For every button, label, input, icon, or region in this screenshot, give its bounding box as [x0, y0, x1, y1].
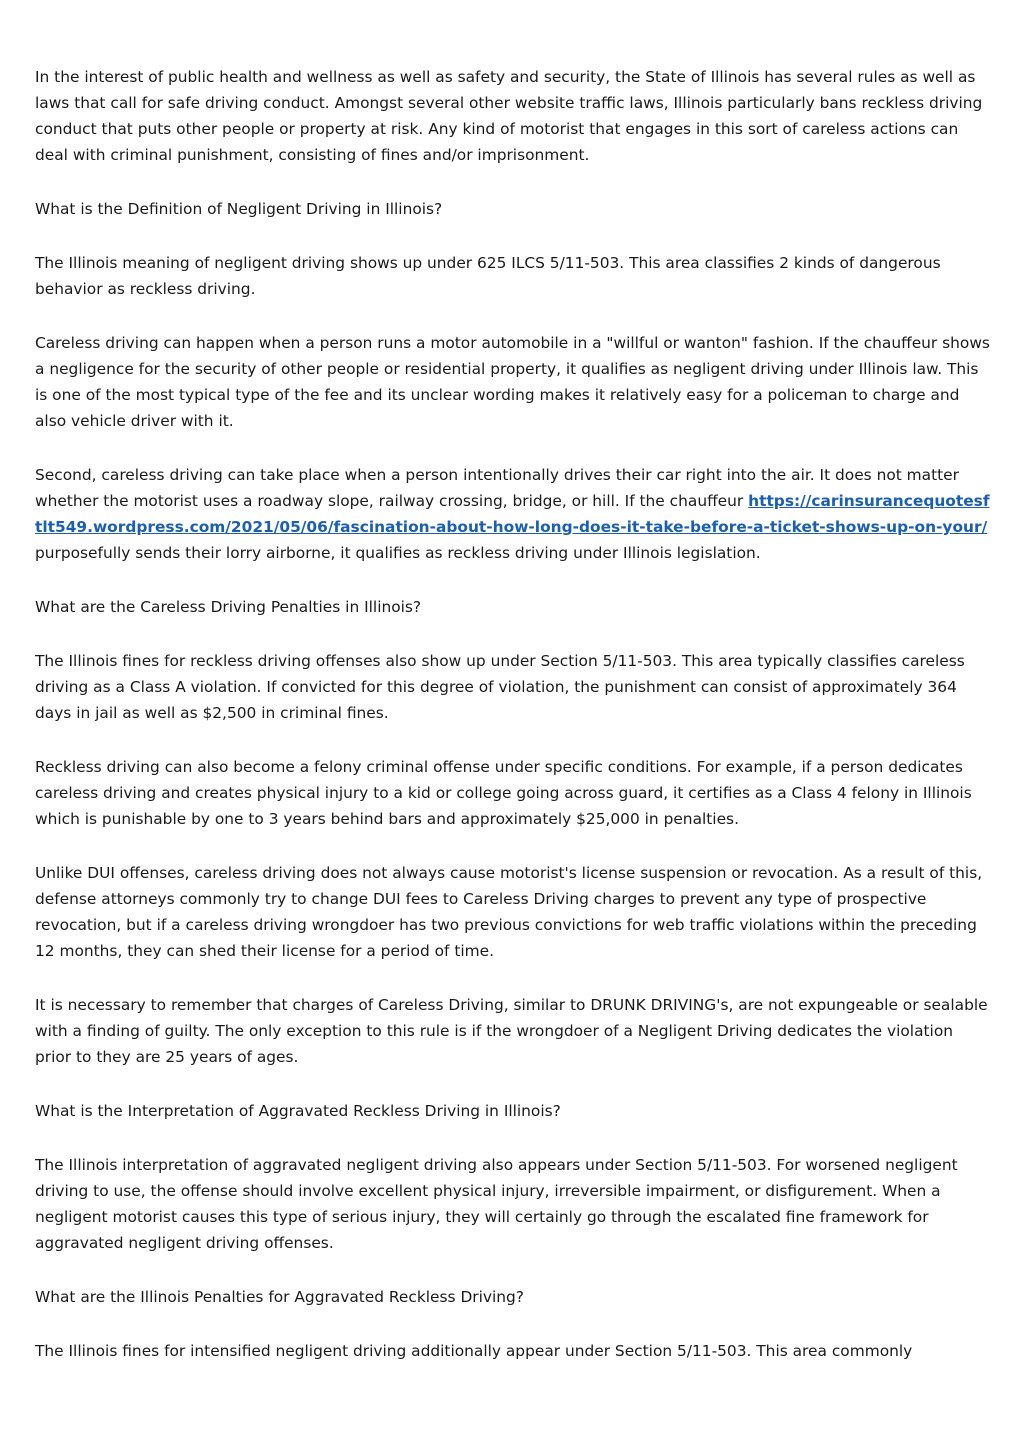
willful-wanton-paragraph: Careless driving can happen when a person runs a motor automobile in a "willful or wanton" fashion. If the chauffeur shows a negligence for the security of other people or residential property, it qualifies as negligent driving under Illinois law. This is one of the most typical type of the fee and its unclear wording makes it relatively easy for a policeman to charge and also vehicle driver with it.	[35, 334, 990, 430]
intro-paragraph: In the interest of public health and wellness as well as safety and security, the State of Illinois has several rules as well as laws that call for safe driving conduct. Amongst several other website traffic laws, Illinois particularly bans reckless driving conduct that puts other people or property at risk. Any kind of motorist that engages in this sort of careless actions can deal with criminal punishment, consisting of fines and/or imprisonment.	[35, 68, 983, 164]
aggravated-penalties-paragraph: The Illinois fines for intensified negligent driving additionally appear under Section 5/11-503. This area commonly	[35, 1342, 913, 1360]
airborne-paragraph	[35, 462, 991, 566]
article-link[interactable]: https://carinsurancequotesftlt549.wordpress.com/2021/05/06/fascination-about-how-long-does-it-take-before-a-ticket-shows-up-on-your/	[35, 492, 990, 536]
airborne-text-before: Second, careless driving can take place when a person intentionally drives their car right into the air. It does not matter whether the motorist uses a roadway slope, railway crossing, bridge, or hill. If the chauffeur	[35, 466, 959, 510]
heading-aggravated-penalties: What are the Illinois Penalties for Aggravated Reckless Driving?	[35, 1288, 524, 1306]
airborne-text-after: purposefully sends their lorry airborne, it qualifies as reckless driving under Illinois legislation.	[35, 544, 761, 562]
aggravated-definition-paragraph: The Illinois interpretation of aggravated negligent driving also appears under Section 5/11-503. For worsened negligent driving to use, the offense should involve excellent physical injury, irreversible impairment, or disfigurement. When a negligent motorist causes this type of serious injury, they will certainly go through the escalated fine framework for aggravated negligent driving offenses.	[35, 1156, 958, 1252]
heading-definition: What is the Definition of Negligent Driving in Illinois?	[35, 200, 443, 218]
class-a-paragraph: The Illinois fines for reckless driving offenses also show up under Section 5/11-503. This area typically classifies careless driving as a Class A violation. If convicted for this degree of violation, the punishment can consist of approximately 364 days in jail as well as $2,500 in criminal fines.	[35, 652, 965, 722]
heading-penalties: What are the Careless Driving Penalties in Illinois?	[35, 598, 422, 616]
felony-paragraph: Reckless driving can also become a felony criminal offense under specific conditions. For example, if a person dedicates careless driving and creates physical injury to a kid or college going across guard, it certifies as a Class 4 felony in Illinois which is punishable by one to 3 years behind bars and approximately $25,000 in penalties.	[35, 758, 972, 828]
definition-paragraph: The Illinois meaning of negligent driving shows up under 625 ILCS 5/11-503. This area classifies 2 kinds of dangerous behavior as reckless driving.	[35, 254, 941, 298]
expungement-paragraph: It is necessary to remember that charges of Careless Driving, similar to DRUNK DRIVING's, are not expungeable or sealable with a finding of guilty. The only exception to this rule is if the wrongdoer of a Negligent Driving dedicates the violation prior to they are 25 years of ages.	[35, 996, 988, 1066]
document-body	[35, 64, 991, 1392]
license-paragraph: Unlike DUI offenses, careless driving does not always cause motorist's license suspension or revocation. As a result of this, defense attorneys commonly try to change DUI fees to Careless Driving charges to prevent any type of prospective revocation, but if a careless driving wrongdoer has two previous convictions for web traffic violations within the preceding 12 months, they can shed their license for a period of time.	[35, 864, 983, 960]
heading-aggravated-definition: What is the Interpretation of Aggravated Reckless Driving in Illinois?	[35, 1102, 561, 1120]
